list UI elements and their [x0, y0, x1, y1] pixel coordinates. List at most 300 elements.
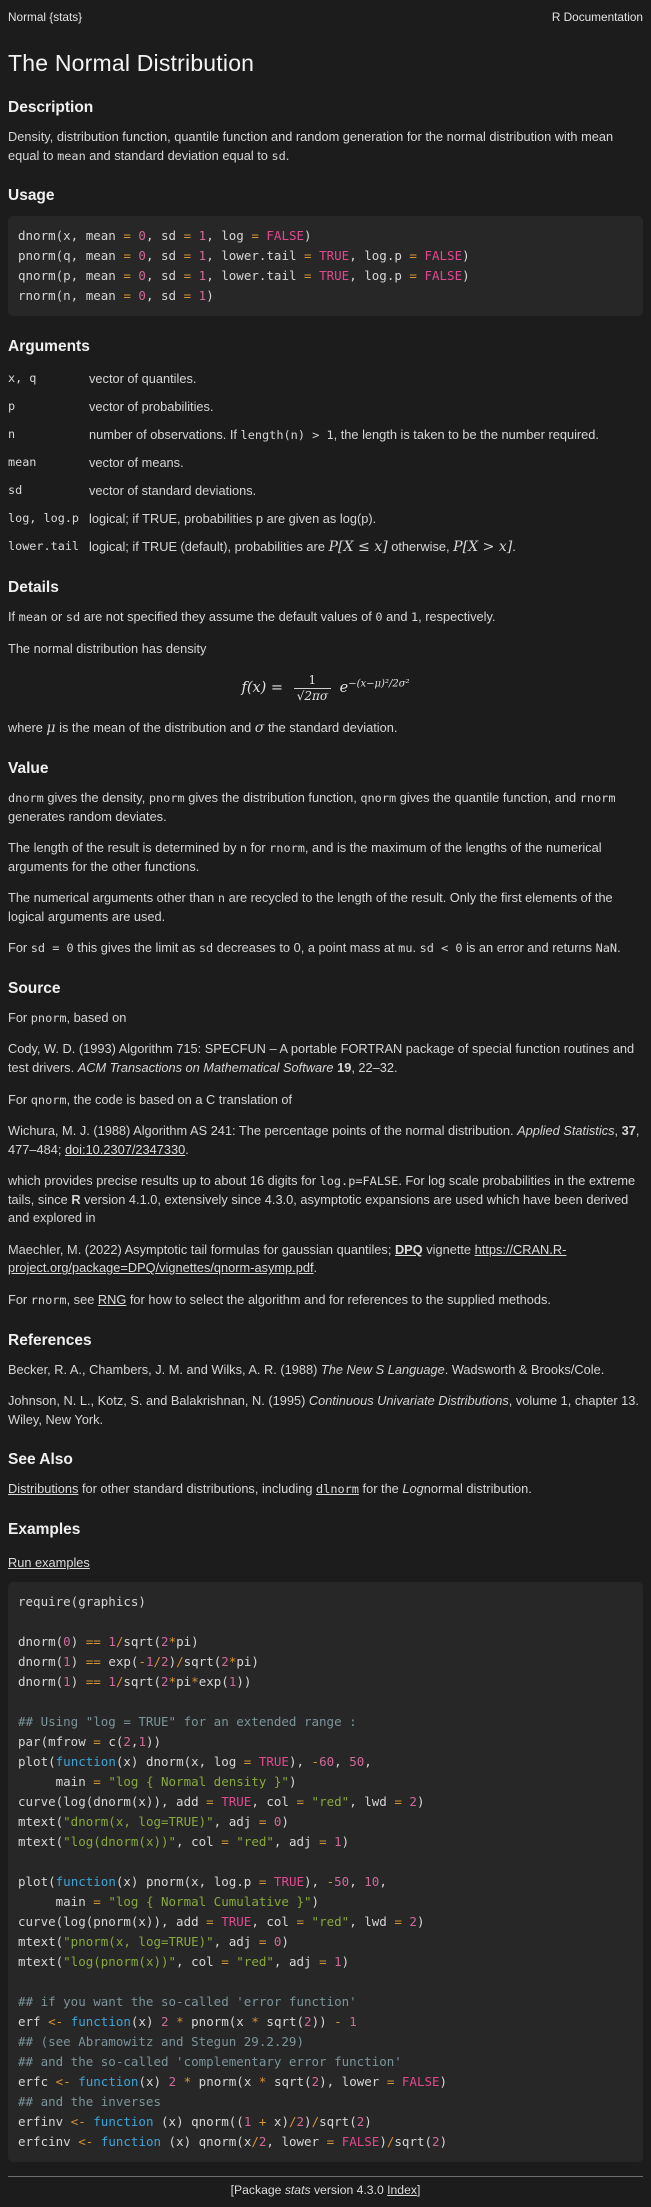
code-token: )): [311, 2013, 335, 2029]
code-line: [18, 1912, 633, 1932]
text-span: normal distribution.: [423, 1481, 532, 1497]
code-token: , lower.tail: [206, 268, 305, 284]
code-token: function: [55, 1753, 116, 1769]
code-line: [18, 1692, 633, 1712]
code-token: =: [123, 228, 131, 244]
code-token: , col: [176, 1833, 222, 1849]
references-paragraph: [8, 1361, 643, 1380]
code-token: FALSE: [266, 228, 305, 244]
argument-term: n: [8, 426, 16, 441]
argument-description: [89, 398, 643, 416]
text-span: P[X > x]: [453, 538, 513, 555]
code-token: ): [416, 1793, 425, 1809]
text-span: , the length is taken to be the number required.: [333, 426, 599, 442]
text-span: Johnson, N. L., Kotz, S. and Balakrishnan, N. (1995): [8, 1393, 309, 1409]
code-token: erfcinv: [18, 2133, 79, 2149]
code-token: 2: [258, 2133, 267, 2149]
code-line: [18, 1672, 633, 1692]
code-token: )): [236, 1673, 252, 1689]
rng-link[interactable]: RNG: [97, 1291, 127, 1307]
formula-equals: =: [270, 680, 284, 697]
text-span: stats: [284, 2182, 311, 2197]
text-span: number of observations. If: [89, 426, 241, 442]
code-token: mtext(: [18, 1953, 64, 1969]
code-token: , col: [176, 1953, 222, 1969]
code-token: ,: [379, 1873, 387, 1889]
text-span: Continuous Univariate Distributions: [308, 1393, 509, 1409]
code-token: dnorm(: [18, 1673, 64, 1689]
code-token: ## and the so-called 'complementary error function': [18, 2053, 402, 2069]
code-token: [176, 2074, 184, 2089]
code-token: ## Using "log = TRUE" for an extended range :: [18, 1713, 357, 1729]
text-span: The numerical arguments other than: [8, 890, 218, 906]
text-span: is the mean of the distribution and: [55, 719, 255, 735]
code-token: 1: [334, 1953, 342, 1969]
code-token: <-: [48, 2013, 64, 2029]
code-token: function: [93, 2113, 154, 2129]
code-token: FALSE: [424, 248, 463, 264]
code-token: =: [296, 1913, 305, 1929]
formula-exponent: −(x−μ)²/2σ²: [348, 678, 410, 690]
code-token: =: [319, 1953, 327, 1969]
text-span: .: [512, 538, 516, 554]
code-token: *: [168, 1633, 177, 1649]
code-line: [18, 286, 633, 306]
code-token: mtext(: [18, 1813, 64, 1829]
inline-code: rnorm: [579, 791, 616, 806]
text-span: P[X ≤ x]: [328, 538, 388, 555]
code-token: =: [123, 288, 131, 304]
code-token: 50: [349, 1753, 365, 1769]
code-token: /: [251, 2133, 259, 2149]
text-span: , based on: [66, 1009, 127, 1025]
inline-code: sd = 0: [30, 941, 74, 956]
text-span: vignette: [422, 1241, 475, 1257]
text-span: gives the density,: [43, 790, 149, 806]
code-line: [18, 1752, 633, 1772]
source-paragraph: [8, 1241, 643, 1278]
section-value-heading: Value: [8, 760, 49, 778]
code-token: [93, 2134, 101, 2149]
code-token: 1: [198, 288, 207, 304]
text-span: Applied Statistics: [517, 1123, 615, 1139]
code-token: erfc: [18, 2073, 56, 2089]
code-token: 2: [123, 1733, 131, 1749]
code-token: "red": [236, 1833, 274, 1849]
code-token: -: [334, 2013, 342, 2029]
run-examples-link[interactable]: Run examples: [8, 1554, 90, 1570]
code-token: ), lower: [319, 2073, 387, 2089]
code-token: 2: [161, 1653, 169, 1669]
code-token: 2: [161, 1633, 169, 1649]
code-token: , sd: [145, 268, 184, 284]
code-token: function: [100, 2133, 162, 2149]
code-token: [63, 2014, 71, 2029]
code-token: , lwd: [349, 1793, 395, 1809]
source-paragraph: [8, 1172, 643, 1228]
code-line: [18, 1832, 633, 1852]
argument-description: [89, 538, 643, 558]
code-token: /: [153, 1653, 162, 1669]
code-token: -: [326, 1873, 335, 1889]
code-token: ==: [85, 1633, 101, 1649]
code-token: mtext(: [18, 1833, 64, 1849]
inline-code: mean: [57, 148, 86, 163]
code-token: sqrt(: [266, 2073, 312, 2089]
code-line: [18, 1872, 633, 1892]
code-line: [18, 1892, 633, 1912]
doc-type-label: R Documentation: [551, 10, 643, 24]
code-token: (x) qnorm(x: [161, 2133, 252, 2149]
details-paragraph: [8, 608, 643, 627]
code-token: /: [288, 2113, 297, 2129]
code-line: [18, 226, 633, 246]
code-token: =: [304, 248, 312, 264]
code-token: 60: [319, 1753, 335, 1769]
code-token: c(: [100, 1733, 124, 1749]
code-token: 1: [108, 1673, 116, 1689]
value-paragraph: [8, 789, 643, 826]
code-token: "red": [236, 1953, 274, 1969]
distributions-link[interactable]: Distributions: [8, 1481, 79, 1497]
source-paragraph: [8, 1122, 643, 1159]
code-line: [18, 1772, 633, 1792]
code-token: pi): [236, 1653, 259, 1669]
code-token: [191, 268, 199, 283]
value-paragraph: [8, 889, 643, 926]
code-token: -: [311, 1753, 320, 1769]
code-token: [191, 228, 199, 243]
code-token: ,: [130, 1733, 139, 1749]
text-span: for other standard distributions, including: [78, 1481, 317, 1497]
code-line: [18, 1972, 633, 1992]
code-token: *: [168, 1673, 177, 1689]
description-paragraph: [8, 128, 643, 165]
code-token: sqrt(: [123, 1633, 162, 1649]
code-token: , log.p: [349, 268, 410, 284]
section-examples-heading: Examples: [8, 1520, 81, 1538]
arguments-table: [8, 370, 643, 557]
code-token: /: [386, 2133, 395, 2149]
text-span: , the code is based on a C translation of: [66, 1091, 293, 1107]
text-span: or: [47, 609, 66, 625]
text-span: logical; if TRUE, probabilities p are given as log(p).: [89, 510, 377, 526]
value-paragraph: [8, 939, 643, 958]
code-token: [266, 1814, 274, 1829]
code-token: , adj: [213, 1933, 259, 1949]
code-token: 1: [145, 1653, 154, 1669]
inline-code: length(n) > 1: [240, 427, 334, 442]
code-token: , adj: [213, 1813, 259, 1829]
code-line: [18, 1612, 633, 1632]
code-token: [169, 2014, 177, 2029]
doi-link[interactable]: doi:10.2307/2347330: [64, 1141, 186, 1157]
code-token: curve(log(dnorm(x)), add: [18, 1793, 207, 1809]
code-token: <-: [78, 2133, 94, 2149]
code-token: *: [251, 2013, 259, 2029]
text-span: vector of probabilities.: [89, 399, 214, 414]
inline-code: log.p=FALSE: [319, 1174, 399, 1189]
code-token: =: [258, 1813, 267, 1829]
code-token: -: [138, 1653, 146, 1669]
code-token: FALSE: [401, 2073, 440, 2089]
code-token: , lower: [266, 2133, 327, 2149]
code-token: =: [409, 268, 417, 284]
code-line: [18, 1952, 633, 1972]
code-token: 2: [296, 2113, 305, 2129]
code-token: erf: [18, 2013, 49, 2029]
code-token: [191, 288, 199, 303]
code-token: 2: [409, 1793, 417, 1809]
text-span: gives the quantile function, and: [396, 790, 580, 806]
text-span: for the: [358, 1481, 403, 1497]
code-token: , lwd: [349, 1913, 395, 1929]
usage-code-block: [8, 216, 643, 316]
section-details-heading: Details: [8, 579, 59, 597]
code-token: curve(log(pnorm(x)), add: [18, 1913, 207, 1929]
text-span: Becker, R. A., Chambers, J. M. and Wilks, A. R. (1988): [8, 1361, 321, 1377]
code-line: [18, 2032, 633, 2052]
code-token: 1: [228, 1673, 237, 1689]
code-token: [251, 2114, 259, 2129]
value-paragraph: [8, 839, 643, 876]
code-token: ): [206, 288, 214, 304]
code-line: [18, 1652, 633, 1672]
code-token: =: [394, 1913, 402, 1929]
code-token: =: [93, 1893, 101, 1909]
code-token: TRUE: [221, 1793, 252, 1809]
text-span: , respectively.: [418, 609, 496, 625]
code-token: =: [93, 1733, 101, 1749]
text-span: the standard deviation.: [264, 719, 398, 735]
text-span: μ: [46, 719, 56, 736]
code-token: 1: [63, 1653, 71, 1669]
inline-code: pnorm: [148, 791, 185, 806]
text-span: vector of quantiles.: [89, 371, 197, 387]
text-span: .: [185, 1141, 189, 1157]
inline-code: sd: [271, 148, 286, 163]
inline-code: n: [239, 841, 248, 856]
code-token: [394, 2074, 402, 2089]
code-token: 1: [349, 2013, 357, 2029]
code-token: main: [18, 1773, 94, 1789]
formula-numerator: 1: [308, 673, 317, 688]
code-token: =: [319, 1833, 327, 1849]
code-token: =: [326, 2133, 335, 2149]
code-token: ,: [364, 1753, 372, 1769]
code-token: , lower.tail: [206, 248, 305, 264]
code-line: [18, 1792, 633, 1812]
code-token: (x) pnorm(x, log.p: [115, 1873, 259, 1889]
dpq-link[interactable]: DPQ: [394, 1241, 423, 1257]
code-token: =: [183, 268, 192, 284]
code-token: /: [311, 2113, 320, 2129]
code-token: 1: [198, 268, 207, 284]
dlnorm-link[interactable]: dlnorm: [316, 1482, 359, 1497]
code-token: , adj: [273, 1833, 320, 1849]
footer-divider: [8, 2176, 643, 2177]
code-line: [18, 1992, 633, 2012]
code-line: [18, 2132, 633, 2152]
text-span: vector of means.: [89, 454, 184, 470]
code-token: (x): [130, 2013, 162, 2029]
code-token: , log: [206, 228, 252, 244]
text-span: Density, distribution function, quantile function and random generation for the normal distribution with mean equal to: [8, 129, 614, 163]
code-token: =: [206, 1793, 214, 1809]
code-token: [266, 1874, 274, 1889]
code-line: [18, 1632, 633, 1652]
text-span: For: [8, 940, 31, 956]
details-paragraph: [8, 640, 643, 659]
text-span: R: [71, 1191, 81, 1207]
text-span: Cody, W. D. (1993) Algorithm 715: SPECFUN – A portable FORTRAN package of special function routines and test drivers.: [8, 1041, 635, 1076]
text-span: . Wadsworth & Brooks/Cole.: [444, 1361, 605, 1377]
code-line: [18, 266, 633, 286]
code-token: ): [439, 2073, 448, 2089]
text-span: , volume 1, chapter 13. Wiley, New York.: [8, 1393, 639, 1427]
code-token: <-: [70, 2113, 86, 2129]
inline-code: dnorm: [8, 791, 44, 806]
code-token: (x) qnorm((: [153, 2113, 244, 2129]
source-paragraph: [8, 1291, 643, 1310]
text-span: [Package: [230, 2182, 285, 2197]
section-usage-heading: Usage: [8, 187, 55, 205]
details-paragraph: [8, 718, 643, 738]
text-span: Log: [402, 1481, 424, 1497]
code-token: ,: [334, 1753, 350, 1769]
code-token: =: [183, 288, 192, 304]
code-token: pi: [176, 1673, 192, 1689]
code-token: ): [304, 228, 312, 244]
text-span: where: [8, 719, 47, 735]
code-token: [251, 1754, 259, 1769]
text-span: which provides precise results up to about 16 digits for: [8, 1173, 320, 1189]
code-token: 1: [138, 1733, 146, 1749]
code-token: ==: [85, 1653, 101, 1669]
code-token: 0: [63, 1633, 71, 1649]
code-token: plot(: [18, 1753, 56, 1769]
index-link[interactable]: Index: [387, 2182, 417, 2197]
text-span: ,: [614, 1123, 622, 1139]
code-token: 0: [138, 268, 146, 284]
code-token: ): [70, 1633, 86, 1649]
code-token: plot(: [18, 1873, 56, 1889]
inline-code: pnorm: [30, 1010, 67, 1025]
formula-base: e: [339, 680, 349, 697]
code-token: 0: [138, 288, 146, 304]
argument-description: [89, 370, 643, 388]
argument-term: log, log.p: [8, 510, 80, 525]
code-line: [18, 1812, 633, 1832]
text-span: 19: [337, 1060, 352, 1076]
code-token: 50: [334, 1873, 350, 1889]
text-span: ACM Transactions on Mathematical Software: [77, 1060, 334, 1076]
code-token: dnorm(: [18, 1653, 64, 1669]
code-token: ): [364, 2113, 372, 2129]
code-line: [18, 1592, 633, 1612]
code-token: 0: [138, 228, 146, 244]
code-token: 2: [168, 2073, 177, 2089]
text-span: .: [617, 940, 621, 956]
argument-description: [89, 426, 643, 444]
text-span: For: [8, 1009, 31, 1025]
code-token: ): [288, 1773, 297, 1789]
code-token: main: [18, 1893, 94, 1909]
code-token: =: [123, 268, 131, 284]
text-span: If: [8, 609, 19, 625]
code-token: TRUE: [319, 248, 350, 264]
code-token: (x): [138, 2073, 169, 2089]
inline-code: mean: [18, 610, 48, 625]
code-token: "red": [311, 1793, 350, 1809]
code-token: =: [304, 268, 312, 284]
code-token: TRUE: [258, 1753, 289, 1769]
code-token: 2: [304, 2013, 312, 2029]
source-paragraph: [8, 1009, 643, 1028]
code-line: [18, 2052, 633, 2072]
code-token: 0: [273, 1933, 282, 1949]
inline-code: mu: [398, 941, 413, 956]
formula-denominator: √2πσ: [294, 688, 331, 703]
text-span: logical; if TRUE (default), probabilities are: [89, 538, 329, 554]
code-token: "log { Normal density }": [108, 1773, 289, 1789]
inline-code: sd: [65, 610, 81, 625]
text-span: version 4.3.0: [310, 2182, 388, 2197]
code-token: ): [311, 1893, 320, 1909]
code-token: =: [221, 1953, 229, 1969]
seealso-paragraph: [8, 1480, 643, 1499]
code-token: "log(dnorm(x))": [63, 1833, 177, 1849]
code-token: ): [168, 1653, 177, 1669]
code-line: [18, 246, 633, 266]
code-token: =: [258, 1933, 267, 1949]
code-token: FALSE: [424, 268, 463, 284]
code-token: "pnorm(x, log=TRUE)": [63, 1933, 214, 1949]
code-token: 10: [364, 1873, 380, 1889]
code-token: )): [145, 1733, 162, 1749]
text-span: and standard deviation equal to: [85, 147, 272, 163]
inline-code: rnorm: [30, 1292, 67, 1307]
code-token: dnorm(x, mean: [18, 228, 124, 244]
code-token: , col: [251, 1913, 297, 1929]
section-references-heading: References: [8, 1331, 92, 1349]
code-token: sqrt(: [183, 1653, 222, 1669]
dpq-vignette-link[interactable]: https://CRAN.R-project.org/package=DPQ/vignettes/qnorm-asymp.pdf: [8, 1241, 567, 1276]
code-token: dnorm(: [18, 1633, 64, 1649]
code-token: sqrt(: [258, 2013, 305, 2029]
code-token: <-: [55, 2073, 71, 2089]
code-line: [18, 1732, 633, 1752]
code-token: ): [416, 1913, 425, 1929]
code-token: TRUE: [221, 1913, 252, 1929]
code-token: 2: [409, 1913, 417, 1929]
code-token: 2: [221, 1653, 229, 1669]
code-token: /: [176, 1653, 184, 1669]
source-paragraph: [8, 1040, 643, 1077]
code-token: ): [70, 1673, 86, 1689]
source-paragraph: [8, 1091, 643, 1110]
argument-description: [89, 510, 643, 528]
formula-fraction: [294, 674, 331, 702]
code-token: =: [386, 2073, 395, 2089]
code-token: 1: [63, 1673, 71, 1689]
code-token: ),: [304, 1873, 327, 1889]
code-token: function: [55, 1873, 116, 1889]
code-token: +: [258, 2113, 267, 2129]
code-token: , adj: [273, 1953, 320, 1969]
argument-term: p: [8, 399, 16, 413]
density-formula: [8, 674, 643, 702]
